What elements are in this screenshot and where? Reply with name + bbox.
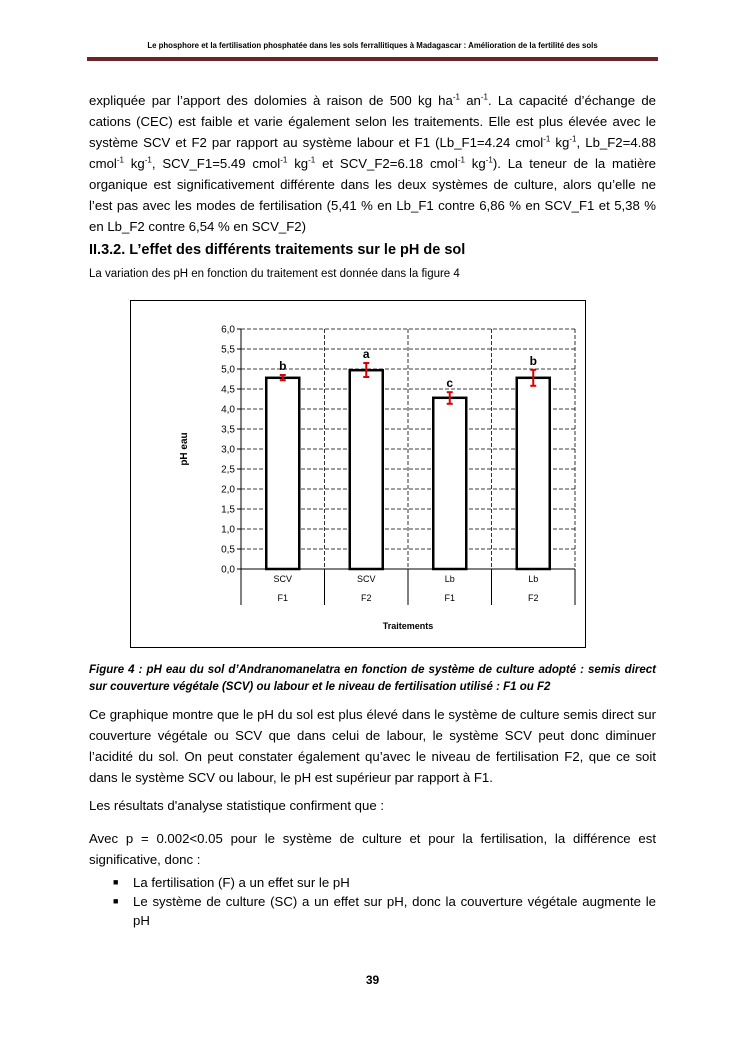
list-item: ■ Le système de culture (SC) a un effet sur pH, donc la couverture végétale augmente le pH <box>113 894 656 928</box>
y-tick-label: 1,5 <box>221 504 235 516</box>
significance-letter: a <box>362 347 370 361</box>
section-heading: II.3.2. L’effet des différents traitements sur le pH de sol <box>89 242 466 258</box>
y-tick-label: 4,5 <box>221 384 235 396</box>
bar <box>266 378 299 569</box>
running-header: Le phosphore et la fertilisation phosphatée dans les sols ferrallitiques à Madagascar : Amélioration de la fertilité des sols <box>147 40 598 50</box>
y-tick-label: 2,5 <box>221 464 235 476</box>
y-tick-label: 2,0 <box>221 484 235 496</box>
bar-chart <box>131 301 587 649</box>
x-subcategory-label: F1 <box>277 593 289 603</box>
conclusion-list <box>89 873 656 930</box>
y-tick-label: 3,5 <box>221 424 235 436</box>
paragraph-interpretation: Ce graphique montre que le pH du sol est plus élevé dans le système de culture semis direct sur couverture végétale ou SCV que dans celui de labour, le système SCV peut donc diminuer l’acidité du sol. On peut constater également qu’avec le niveau de fertilisation F2, que ce soit dans le système SCV ou labour, le pH est supérieur par rapport à F1. <box>89 707 656 785</box>
y-axis-title: pH eau <box>179 432 190 466</box>
significance-letter: b <box>279 359 287 373</box>
y-tick-label: 1,0 <box>221 524 235 536</box>
bar <box>433 398 466 569</box>
paragraph-stats-intro: Les résultats d'analyse statistique confirment que : <box>89 798 384 813</box>
paragraph-pvalue: Avec p = 0.002<0.05 pour le système de culture et pour la fertilisation, la différence est significative, donc : <box>89 831 656 867</box>
y-tick-label: 5,0 <box>221 364 235 376</box>
x-subcategory-label: F1 <box>444 593 456 603</box>
figure-caption: Figure 4 : pH eau du sol d’Andranomanelatra en fonction de système de culture adopté : semis direct sur couverture végétale (SCV) ou labour et le niveau de fertilisation utilisé : F1 ou F2 <box>89 664 656 693</box>
significance-letter: c <box>446 376 454 391</box>
y-tick-label: 0,5 <box>221 544 235 556</box>
x-subcategory-label: F2 <box>360 593 372 603</box>
x-category-label: Lb <box>444 574 455 584</box>
x-category-label: Lb <box>528 574 539 584</box>
x-axis-title: Traitements <box>382 621 434 631</box>
x-category-label: SCV <box>273 574 293 584</box>
list-item: ■ La fertilisation (F) a un effet sur le pH <box>113 875 350 890</box>
paragraph-cec: expliquée par l’apport des dolomies à raison de 500 kg $ha^{-1}$ $an^{-1}$. La capacité d’échange de cations (CEC) est faible et varie également selon les traitements. Elle est plus élevée avec le système SCV et F2 par rapport au système labour et F1 (Lb_F1=4.24 cmol$^{-1}$ $kg^{-1}$, Lb_F2=4.88 cmol$^{-1}$ $kg^{-1}$, SCV_F1=5.49 cmol$^{-1}$ $kg^{-1}$ et SCV_F2=6.18 cmol$^{-1}$ $kg^{-1}$). La teneur de la matière organique est significativement différente dans les deux systèmes de culture, alors qu’elle ne l’est pas avec les modes de fertilisation (5,41 % en Lb_F1 contre 6,86 % en SCV_F1 et 5,38 % en Lb_F2 contre 6,54 % en SCV_F2) <box>89 92 657 234</box>
y-tick-label: 3,0 <box>221 444 235 456</box>
figure-4-chart <box>130 300 586 648</box>
figure-intro: La variation des pH en fonction du traitement est donnée dans la figure 4 <box>89 268 460 280</box>
y-tick-label: 5,5 <box>221 344 235 356</box>
header-rule <box>87 57 658 61</box>
bar <box>350 370 383 569</box>
x-category-label: SCV <box>356 574 376 584</box>
bar <box>517 378 550 569</box>
y-tick-label: 0,0 <box>221 564 235 576</box>
y-tick-label: 6,0 <box>221 324 235 336</box>
significance-letter: b <box>529 353 537 368</box>
y-tick-label: 4,0 <box>221 404 235 416</box>
x-subcategory-label: F2 <box>527 593 539 603</box>
page-number: 39 <box>365 973 380 987</box>
